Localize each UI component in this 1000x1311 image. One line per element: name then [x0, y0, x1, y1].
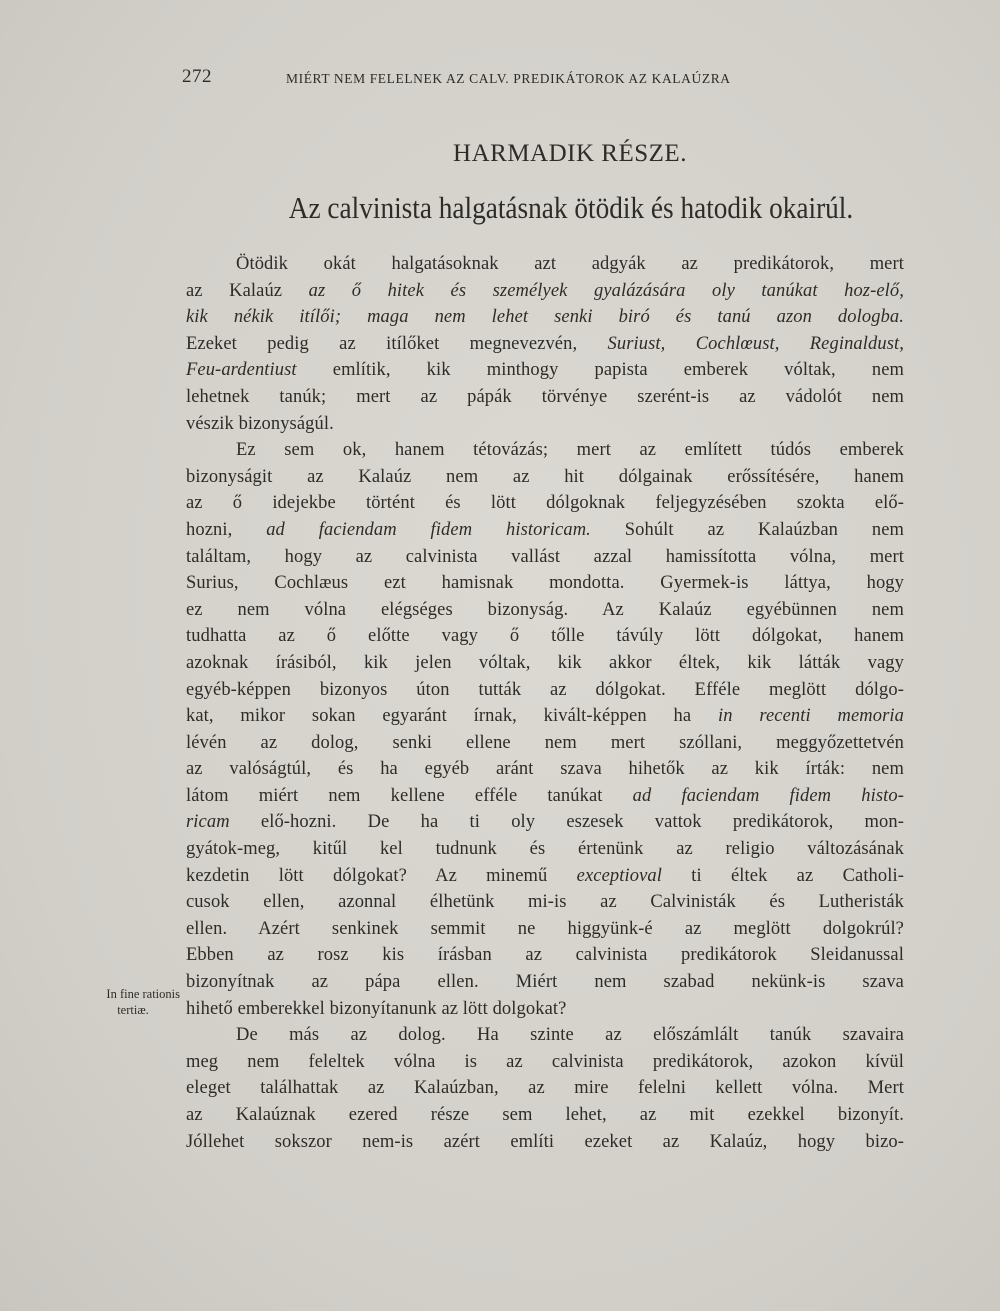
text-line: lehetnek tanúk; mert az pápák törvénye szerént-is az vádolót nem — [186, 386, 904, 407]
text-line: az ő idejekbe történt és lött dólgoknak feljegyzésében szokta elő- — [186, 493, 904, 514]
section-title: Az calvinista halgatásnak ötödik és hatodik okairúl. — [288, 190, 854, 225]
margin-note-line: In fine rationis — [106, 987, 180, 1001]
text-line: hihető emberekkel bizonyítanunk az lött dolgokat? — [186, 998, 567, 1019]
text-line: Ez sem ok, hanem tétovázás; mert az említett túdós emberek — [236, 440, 904, 461]
part-title: HARMADIK RÉSZE. — [453, 140, 687, 167]
text-line: Feu-ardentiust említik, kik minthogy papista emberek vóltak, nem — [186, 360, 904, 381]
text-line: De más az dolog. Ha szinte az előszámlált tanúk szavaira — [236, 1025, 904, 1046]
text-line: látom miért nem kellene efféle tanúkat ad faciendam fidem histo- — [186, 785, 904, 806]
page-number: 272 — [182, 66, 212, 87]
text-line: lévén az dolog, senki ellene nem mert szóllani, meggyőzettetvén — [186, 732, 904, 753]
text-line: az Kalaúz az ő hitek és személyek gyalázására oly tanúkat hoz-elő, — [186, 280, 904, 301]
text-line: Jóllehet sokszor nem-is azért említi ezeket az Kalaúz, hogy bizo- — [186, 1131, 904, 1152]
text-line: ez nem vólna elégséges bizonyság. Az Kalaúz egyébünnen nem — [186, 599, 904, 620]
text-line: egyéb-képpen bizonyos úton tutták az dólgokat. Efféle meglött dólgo- — [186, 679, 904, 700]
margin-note-line: tertiæ. — [117, 1003, 149, 1017]
text-line: találtam, hogy az calvinista vallást azzal hamissította vólna, mert — [186, 546, 904, 567]
text-line: Ezeket pedig az itílőket megnevezvén, Suriust, Cochlœust, Reginaldust, — [186, 333, 904, 354]
text-line: ricam elő-hozni. De ha ti oly eszesek vattok predikátorok, mon- — [186, 812, 904, 833]
body-text — [186, 251, 904, 1155]
margin-note — [78, 986, 180, 1018]
text-line: ellen. Azért senkinek semmit ne higgyünk-é az meglött dolgokrúl? — [186, 918, 904, 939]
running-title: MIÉRT NEM FELELNEK AZ CALV. PREDIKÁTOROK AZ KALAÚZRA — [286, 71, 731, 86]
text-line: kat, mikor sokan egyaránt írnak, kivált-képpen ha in recenti memoria — [186, 706, 905, 727]
text-line: gyátok-meg, kitűl kel tudnunk és értenünk az religio változásának — [186, 839, 904, 860]
text-line: az Kalaúznak ezered része sem lehet, az mit ezekkel bizonyít. — [186, 1105, 904, 1125]
text-line: Ötödik okát halgatásoknak azt adgyák az predikátorok, mert — [236, 254, 904, 274]
text-line: Surius, Cochlæus ezt hamisnak mondotta. Gyermek-is láttya, hogy — [186, 573, 904, 594]
text-line: vészik bizonyságúl. — [186, 413, 334, 434]
text-line: az valóságtúl, és ha egyéb aránt szava hihetők az kik írták: nem — [186, 759, 904, 780]
text-line: kik nékik itílői; maga nem lehet senki biró és tanú azon dologba. — [186, 307, 904, 328]
text-line: bizonyságit az Kalaúz nem az hit dólgainak erőssítésére, hanem — [186, 466, 904, 487]
text-line: bizonyítnak az pápa ellen. Miért nem szabad nekünk-is szava — [186, 972, 904, 993]
text-line: kezdetin lött dólgokat? Az minemű exceptioval ti éltek az Catholi- — [186, 865, 904, 886]
text-line: tudhatta az ő előtte vagy ő tőlle távúly lött dólgokat, hanem — [186, 626, 904, 647]
text-line: Ebben az rosz kis írásban az calvinista predikátorok Sleidanussal — [186, 945, 904, 966]
page-header — [182, 66, 910, 96]
text-line: hozni, ad faciendam fidem historicam. Sohúlt az Kalaúzban nem — [186, 519, 904, 540]
text-line: cusok ellen, azonnal élhetünk mi-is az Calvinisták és Lutheristák — [186, 892, 904, 913]
text-line: meg nem feleltek vólna is az calvinista predikátorok, azokon kívül — [186, 1051, 904, 1072]
text-line: azoknak írásiból, kik jelen vóltak, kik akkor éltek, kik látták vagy — [186, 652, 904, 673]
text-line: eleget találhattak az Kalaúzban, az mire felelni kellett vólna. Mert — [186, 1078, 904, 1099]
